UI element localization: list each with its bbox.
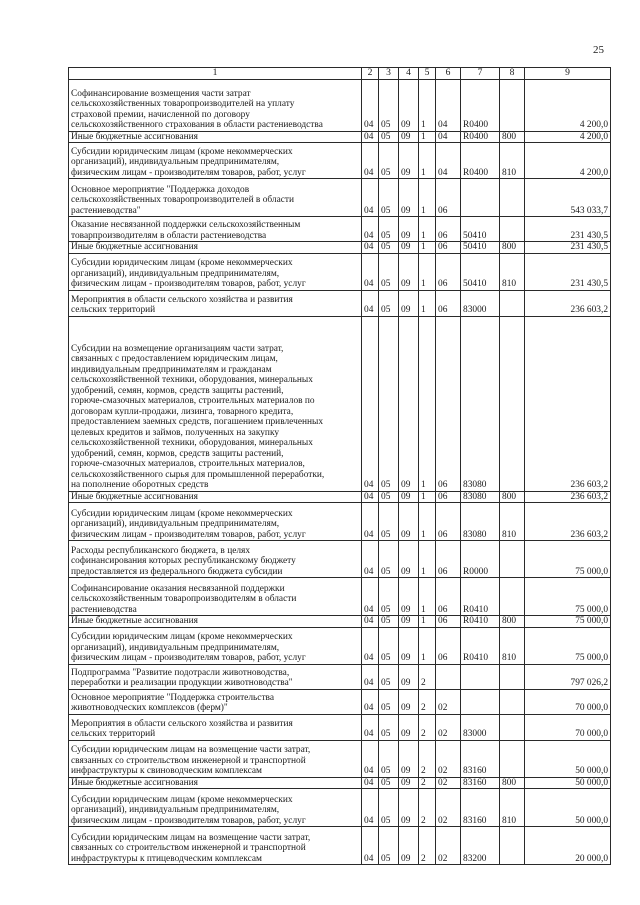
code-cell <box>436 664 461 689</box>
code-cell: 04 <box>362 131 379 143</box>
header-cell: 7 <box>461 68 500 80</box>
code-cell <box>500 541 525 578</box>
amount-cell: 231 430,5 <box>525 242 611 254</box>
code-cell: 05 <box>379 503 399 541</box>
code-cell: 09 <box>399 491 419 503</box>
row-description: Субсидии юридическим лицам (кроме некоммерческих организаций), индивидуальным предпринимателям, физическим лицам - производителям товаров, работ, услуг <box>69 253 362 290</box>
code-cell: 83160 <box>461 777 500 789</box>
header-cell: 1 <box>69 68 362 80</box>
code-cell: 09 <box>399 689 419 714</box>
table-row <box>69 689 611 714</box>
code-cell: 2 <box>419 740 436 777</box>
code-cell: 810 <box>500 503 525 541</box>
table-row <box>69 740 611 777</box>
code-cell: 04 <box>362 541 379 578</box>
code-cell: 1 <box>419 491 436 503</box>
code-cell: 05 <box>379 242 399 254</box>
code-cell: 83200 <box>461 827 500 865</box>
row-description: Мероприятия в области сельского хозяйства и развития сельских территорий <box>69 290 362 316</box>
amount-cell: 70 000,0 <box>525 689 611 714</box>
amount-cell: 231 430,5 <box>525 253 611 290</box>
code-cell: 05 <box>379 789 399 827</box>
code-cell: 05 <box>379 179 399 217</box>
code-cell: R0400 <box>461 131 500 143</box>
row-description: Иные бюджетные ассигнования <box>69 131 362 143</box>
code-cell: 04 <box>362 777 379 789</box>
code-cell: 2 <box>419 777 436 789</box>
code-cell: 05 <box>379 664 399 689</box>
row-description: Подпрограмма "Развитие подотрасли животноводства, переработки и реализации продукции животноводства" <box>69 664 362 689</box>
header-cell: 6 <box>436 68 461 80</box>
code-cell: 1 <box>419 627 436 664</box>
code-cell: 09 <box>399 740 419 777</box>
code-cell: 810 <box>500 143 525 179</box>
table-row <box>69 143 611 179</box>
code-cell: 05 <box>379 740 399 777</box>
code-cell: 04 <box>436 131 461 143</box>
code-cell: 04 <box>362 789 379 827</box>
code-cell: 05 <box>379 714 399 740</box>
code-cell: 06 <box>436 503 461 541</box>
row-description: Оказание несвязанной поддержки сельскохозяйственным товарпроизводителям в области растениеводства <box>69 217 362 242</box>
amount-cell: 4 200,0 <box>525 79 611 131</box>
code-cell: 09 <box>399 714 419 740</box>
code-cell <box>461 689 500 714</box>
code-cell: 04 <box>362 503 379 541</box>
amount-cell: 236 603,2 <box>525 503 611 541</box>
table-row <box>69 789 611 827</box>
row-description: Иные бюджетные ассигнования <box>69 491 362 503</box>
code-cell: 2 <box>419 789 436 827</box>
code-cell: 09 <box>399 131 419 143</box>
code-cell: 09 <box>399 777 419 789</box>
row-description: Субсидии юридическим лицам на возмещение части затрат, связанных со строительством инженерной и транспортной инфраструктуры к птицеводческим комплексам <box>69 827 362 865</box>
code-cell: 02 <box>436 777 461 789</box>
code-cell: 04 <box>436 79 461 131</box>
code-cell: 02 <box>436 689 461 714</box>
code-cell <box>500 316 525 491</box>
code-cell: 810 <box>500 253 525 290</box>
code-cell: 06 <box>436 541 461 578</box>
row-description: Мероприятия в области сельского хозяйства и развития сельских территорий <box>69 714 362 740</box>
code-cell: 09 <box>399 242 419 254</box>
code-cell: 02 <box>436 827 461 865</box>
code-cell: 04 <box>362 740 379 777</box>
code-cell: 05 <box>379 541 399 578</box>
amount-cell: 543 033,7 <box>525 179 611 217</box>
code-cell: 05 <box>379 217 399 242</box>
code-cell: 1 <box>419 578 436 616</box>
code-cell: 810 <box>500 627 525 664</box>
code-cell: 50410 <box>461 242 500 254</box>
table-row <box>69 541 611 578</box>
amount-cell: 50 000,0 <box>525 789 611 827</box>
code-cell: 09 <box>399 789 419 827</box>
code-cell: 06 <box>436 627 461 664</box>
row-description: Софинансирование возмещения части затрат сельскохозяйственных товаропроизводителей на уплату страховой премии, начисленной по договору сельскохозяйственного страхования в области растениеводства <box>69 79 362 131</box>
code-cell: 05 <box>379 578 399 616</box>
code-cell: 06 <box>436 616 461 628</box>
table-row <box>69 253 611 290</box>
table-row <box>69 179 611 217</box>
header-cell: 5 <box>419 68 436 80</box>
amount-cell: 75 000,0 <box>525 541 611 578</box>
code-cell: 2 <box>419 664 436 689</box>
code-cell: 83160 <box>461 740 500 777</box>
code-cell <box>500 827 525 865</box>
code-cell: 83000 <box>461 714 500 740</box>
code-cell: 83080 <box>461 491 500 503</box>
row-description: Субсидии на возмещение организациям части затрат, связанных с предоставлением юридическим лицам, индивидуальным предпринимателям и гражданам сельскохозяйственной техники, оборудования, минеральных удобрений, семян, кормов, средств защиты растений, горюче-смазочных материалов, строительных материалов по договорам купли-продажи, лизинга, товарного кредита, предоставлением заемных средств, погашением привлеченных целевых кредитов и займов, полученных на закупку сельскохозяйственной техники, оборудования, минеральных удобрений, семян, кормов, средств защиты растений, горюче-смазочных материалов, строительных материалов, сельскохозяйственного сырья для промышленной переработки, на пополнение оборотных средств <box>69 316 362 491</box>
amount-cell: 75 000,0 <box>525 616 611 628</box>
code-cell: 05 <box>379 491 399 503</box>
code-cell: 09 <box>399 827 419 865</box>
header-cell: 4 <box>399 68 419 80</box>
header-cell: 3 <box>379 68 399 80</box>
code-cell: 09 <box>399 179 419 217</box>
code-cell: 800 <box>500 242 525 254</box>
code-cell: 06 <box>436 253 461 290</box>
code-cell: 09 <box>399 217 419 242</box>
table-row <box>69 316 611 491</box>
row-description: Субсидии юридическим лицам (кроме некоммерческих организаций), индивидуальным предпринимателям, физическим лицам - производителям товаров, работ, услуг <box>69 503 362 541</box>
code-cell: 04 <box>362 627 379 664</box>
code-cell: 50410 <box>461 217 500 242</box>
code-cell: 06 <box>436 217 461 242</box>
code-cell: 05 <box>379 627 399 664</box>
code-cell: 04 <box>362 217 379 242</box>
code-cell: 09 <box>399 253 419 290</box>
amount-cell: 20 000,0 <box>525 827 611 865</box>
code-cell: 04 <box>362 316 379 491</box>
code-cell: 09 <box>399 316 419 491</box>
code-cell: 83000 <box>461 290 500 316</box>
code-cell: 06 <box>436 578 461 616</box>
code-cell: 04 <box>362 143 379 179</box>
amount-cell: 797 026,2 <box>525 664 611 689</box>
code-cell: 05 <box>379 79 399 131</box>
table-row <box>69 217 611 242</box>
code-cell <box>500 290 525 316</box>
code-cell: 800 <box>500 777 525 789</box>
code-cell: 1 <box>419 143 436 179</box>
page-number: 25 <box>593 44 604 56</box>
code-cell: 02 <box>436 714 461 740</box>
header-cell: 8 <box>500 68 525 80</box>
code-cell: 04 <box>362 242 379 254</box>
amount-cell: 4 200,0 <box>525 131 611 143</box>
code-cell: 09 <box>399 541 419 578</box>
table-row <box>69 491 611 503</box>
code-cell: 05 <box>379 253 399 290</box>
row-description: Субсидии юридическим лицам (кроме некоммерческих организаций), индивидуальным предпринимателям, физическим лицам - производителям товаров, работ, услуг <box>69 789 362 827</box>
row-description: Иные бюджетные ассигнования <box>69 616 362 628</box>
code-cell: 2 <box>419 689 436 714</box>
code-cell: 1 <box>419 253 436 290</box>
code-cell: 05 <box>379 131 399 143</box>
header-cell: 9 <box>525 68 611 80</box>
table-row <box>69 616 611 628</box>
code-cell <box>461 664 500 689</box>
table-row <box>69 827 611 865</box>
code-cell: 2 <box>419 714 436 740</box>
code-cell: R0400 <box>461 79 500 131</box>
code-cell: 05 <box>379 316 399 491</box>
amount-cell: 75 000,0 <box>525 578 611 616</box>
code-cell: 810 <box>500 789 525 827</box>
amount-cell: 236 603,2 <box>525 290 611 316</box>
table-header-row <box>69 68 611 80</box>
amount-cell: 50 000,0 <box>525 777 611 789</box>
code-cell: 1 <box>419 131 436 143</box>
row-description: Расходы республиканского бюджета, в целях софинансирования которых республиканскому бюджету предоставляется из федерального бюджета субсидии <box>69 541 362 578</box>
row-description: Субсидии юридическим лицам (кроме некоммерческих организаций), индивидуальным предпринимателям, физическим лицам - производителям товаров, работ, услуг <box>69 627 362 664</box>
header-cell: 2 <box>362 68 379 80</box>
code-cell: 05 <box>379 143 399 179</box>
code-cell: 1 <box>419 242 436 254</box>
code-cell: 09 <box>399 578 419 616</box>
table-row <box>69 714 611 740</box>
code-cell: 1 <box>419 541 436 578</box>
code-cell: 06 <box>436 179 461 217</box>
code-cell: 1 <box>419 290 436 316</box>
amount-cell: 236 603,2 <box>525 491 611 503</box>
code-cell: 83160 <box>461 789 500 827</box>
code-cell: 02 <box>436 740 461 777</box>
code-cell: 2 <box>419 827 436 865</box>
row-description: Субсидии юридическим лицам на возмещение части затрат, связанных со строительством инженерной и транспортной инфраструктуры к свиноводческим комплексам <box>69 740 362 777</box>
code-cell: 04 <box>362 578 379 616</box>
row-description: Иные бюджетные ассигнования <box>69 242 362 254</box>
code-cell: 04 <box>436 143 461 179</box>
code-cell: 05 <box>379 777 399 789</box>
code-cell: 09 <box>399 627 419 664</box>
code-cell <box>461 179 500 217</box>
code-cell: 1 <box>419 79 436 131</box>
code-cell: 04 <box>362 689 379 714</box>
code-cell: 04 <box>362 253 379 290</box>
code-cell: 04 <box>362 79 379 131</box>
row-description: Основное мероприятие "Поддержка строительства животноводческих комплексов (ферм)" <box>69 689 362 714</box>
row-description: Иные бюджетные ассигнования <box>69 777 362 789</box>
code-cell: 83080 <box>461 503 500 541</box>
code-cell: 1 <box>419 503 436 541</box>
code-cell: R0400 <box>461 143 500 179</box>
code-cell: 05 <box>379 827 399 865</box>
code-cell: 04 <box>362 179 379 217</box>
amount-cell: 236 603,2 <box>525 316 611 491</box>
code-cell <box>500 217 525 242</box>
amount-cell: 4 200,0 <box>525 143 611 179</box>
code-cell: 06 <box>436 290 461 316</box>
code-cell: R0410 <box>461 627 500 664</box>
table-row <box>69 627 611 664</box>
code-cell: 50410 <box>461 253 500 290</box>
code-cell: 05 <box>379 689 399 714</box>
table-row <box>69 578 611 616</box>
table-row <box>69 79 611 131</box>
code-cell: 09 <box>399 143 419 179</box>
code-cell <box>500 689 525 714</box>
table-row <box>69 242 611 254</box>
code-cell <box>500 179 525 217</box>
row-description: Субсидии юридическим лицам (кроме некоммерческих организаций), индивидуальным предпринимателям, физическим лицам - производителям товаров, работ, услуг <box>69 143 362 179</box>
amount-cell: 70 000,0 <box>525 714 611 740</box>
code-cell <box>500 578 525 616</box>
code-cell <box>500 740 525 777</box>
table-row <box>69 664 611 689</box>
amount-cell: 231 430,5 <box>525 217 611 242</box>
code-cell: 09 <box>399 79 419 131</box>
code-cell: 1 <box>419 316 436 491</box>
code-cell: 800 <box>500 131 525 143</box>
code-cell: R0410 <box>461 616 500 628</box>
code-cell: 83080 <box>461 316 500 491</box>
code-cell: 04 <box>362 827 379 865</box>
code-cell <box>500 714 525 740</box>
code-cell: R0410 <box>461 578 500 616</box>
budget-table <box>68 67 611 865</box>
row-description: Софинансирование оказания несвязанной поддержки сельскохозяйственным товаропроизводителям в области растениеводства <box>69 578 362 616</box>
code-cell: 04 <box>362 664 379 689</box>
code-cell <box>500 79 525 131</box>
code-cell: 09 <box>399 664 419 689</box>
code-cell: 04 <box>362 491 379 503</box>
code-cell: 800 <box>500 616 525 628</box>
table-row <box>69 290 611 316</box>
code-cell: 09 <box>399 616 419 628</box>
code-cell: 09 <box>399 503 419 541</box>
code-cell: 06 <box>436 316 461 491</box>
code-cell: 04 <box>362 290 379 316</box>
code-cell: 1 <box>419 616 436 628</box>
table-row <box>69 503 611 541</box>
code-cell: 05 <box>379 616 399 628</box>
code-cell: 06 <box>436 491 461 503</box>
code-cell: 06 <box>436 242 461 254</box>
table-row <box>69 777 611 789</box>
code-cell: 800 <box>500 491 525 503</box>
code-cell: 02 <box>436 789 461 827</box>
code-cell <box>500 664 525 689</box>
row-description: Основное мероприятие "Поддержка доходов сельскохозяйственных товаропроизводителей в области растениеводства" <box>69 179 362 217</box>
code-cell: 1 <box>419 179 436 217</box>
code-cell: 04 <box>362 616 379 628</box>
amount-cell: 50 000,0 <box>525 740 611 777</box>
amount-cell: 75 000,0 <box>525 627 611 664</box>
table-row <box>69 131 611 143</box>
code-cell: 1 <box>419 217 436 242</box>
code-cell: 04 <box>362 714 379 740</box>
code-cell: R0000 <box>461 541 500 578</box>
code-cell: 05 <box>379 290 399 316</box>
code-cell: 09 <box>399 290 419 316</box>
